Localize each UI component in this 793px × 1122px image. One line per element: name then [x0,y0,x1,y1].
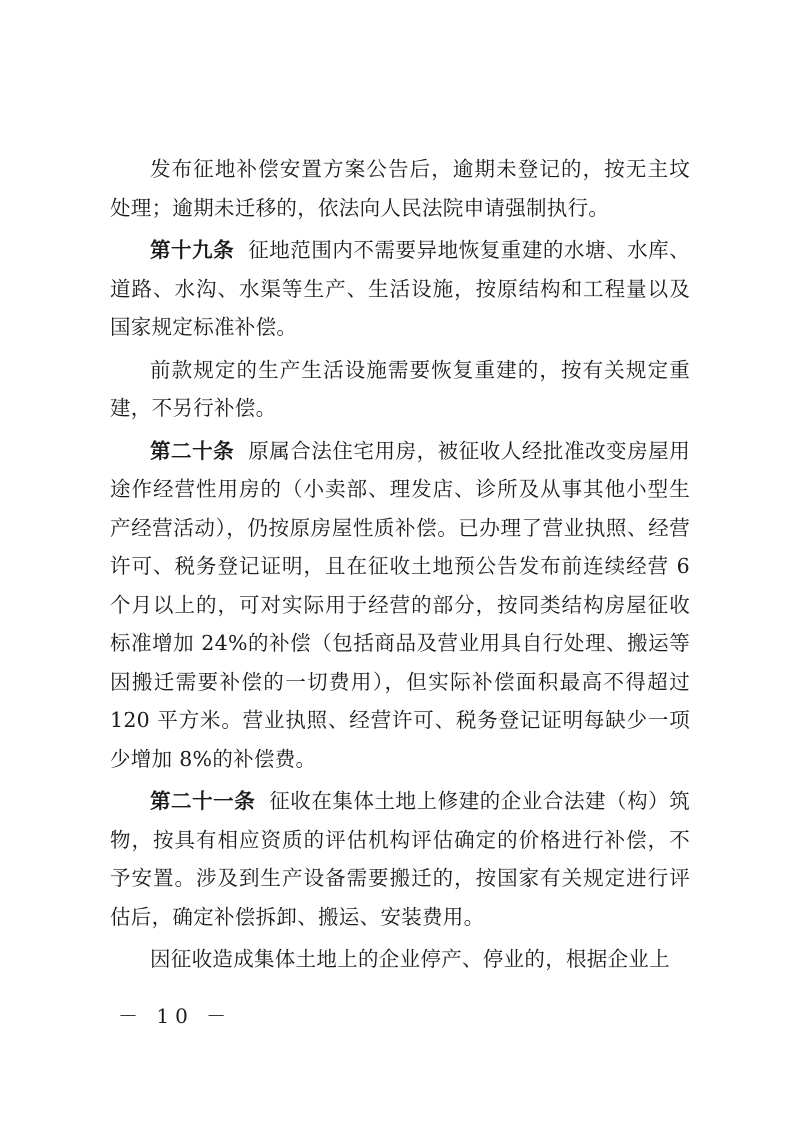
article-heading: 第二十条 [150,438,235,463]
paragraph-text: 征收在集体土地上修建的企业合法建（构）筑物，按具有相应资质的评估机构评估确定的价格进行补偿，不予安置。涉及到生产设备需要搬迁的，按国家有关规定进行评估后，确定补偿拆卸、搬运、安装费用。 [110,789,690,929]
paragraph-article-20 [110,432,690,779]
paragraph-text: 因征收造成集体土地上的企业停产、停业的，根据企业上 [150,947,670,971]
article-heading: 第十九条 [150,238,235,262]
paragraph-text: 原属合法住宅用房，被征收人经批准改变房屋用途作经营性用房的（小卖部、理发店、诊所及从事其他小型生产经营活动），仍按原房屋性质补偿。已办理了营业执照、经营许可、税务登记证明，且在征收土地预公告发布前连续经营 6 个月以上的，可对实际用于经营的部分，按同类结构房屋征收标准增加 24%的补偿（包括商品及营业用具自行处理、搬运等因搬迁需要补偿的一切费用），但实际补偿面积最高不得超过 120 平方米。营业执照、经营许可、税务登记证明每缺少一项少增加 8%的补偿费。 [110,438,690,771]
paragraph-6 [110,940,690,979]
paragraph-3 [110,351,690,428]
page-number: － 10 － [118,1004,233,1028]
paragraph-text: 发布征地补偿安置方案公告后，逾期未登记的，按无主坟处理；逾期未迁移的，依法向人民法院申请强制执行。 [110,157,690,220]
paragraph-text: 前款规定的生产生活设施需要恢复重建的，按有关规定重建，不另行补偿。 [110,357,690,420]
document-body [110,150,690,983]
paragraph-1 [110,150,690,227]
paragraph-article-21 [110,782,690,936]
paragraph-text: 征地范围内不需要异地恢复重建的水塘、水库、道路、水沟、水渠等生产、生活设施，按原结构和工程量以及国家规定标准补偿。 [110,238,690,339]
paragraph-article-19 [110,231,690,347]
article-heading: 第二十一条 [150,789,256,813]
